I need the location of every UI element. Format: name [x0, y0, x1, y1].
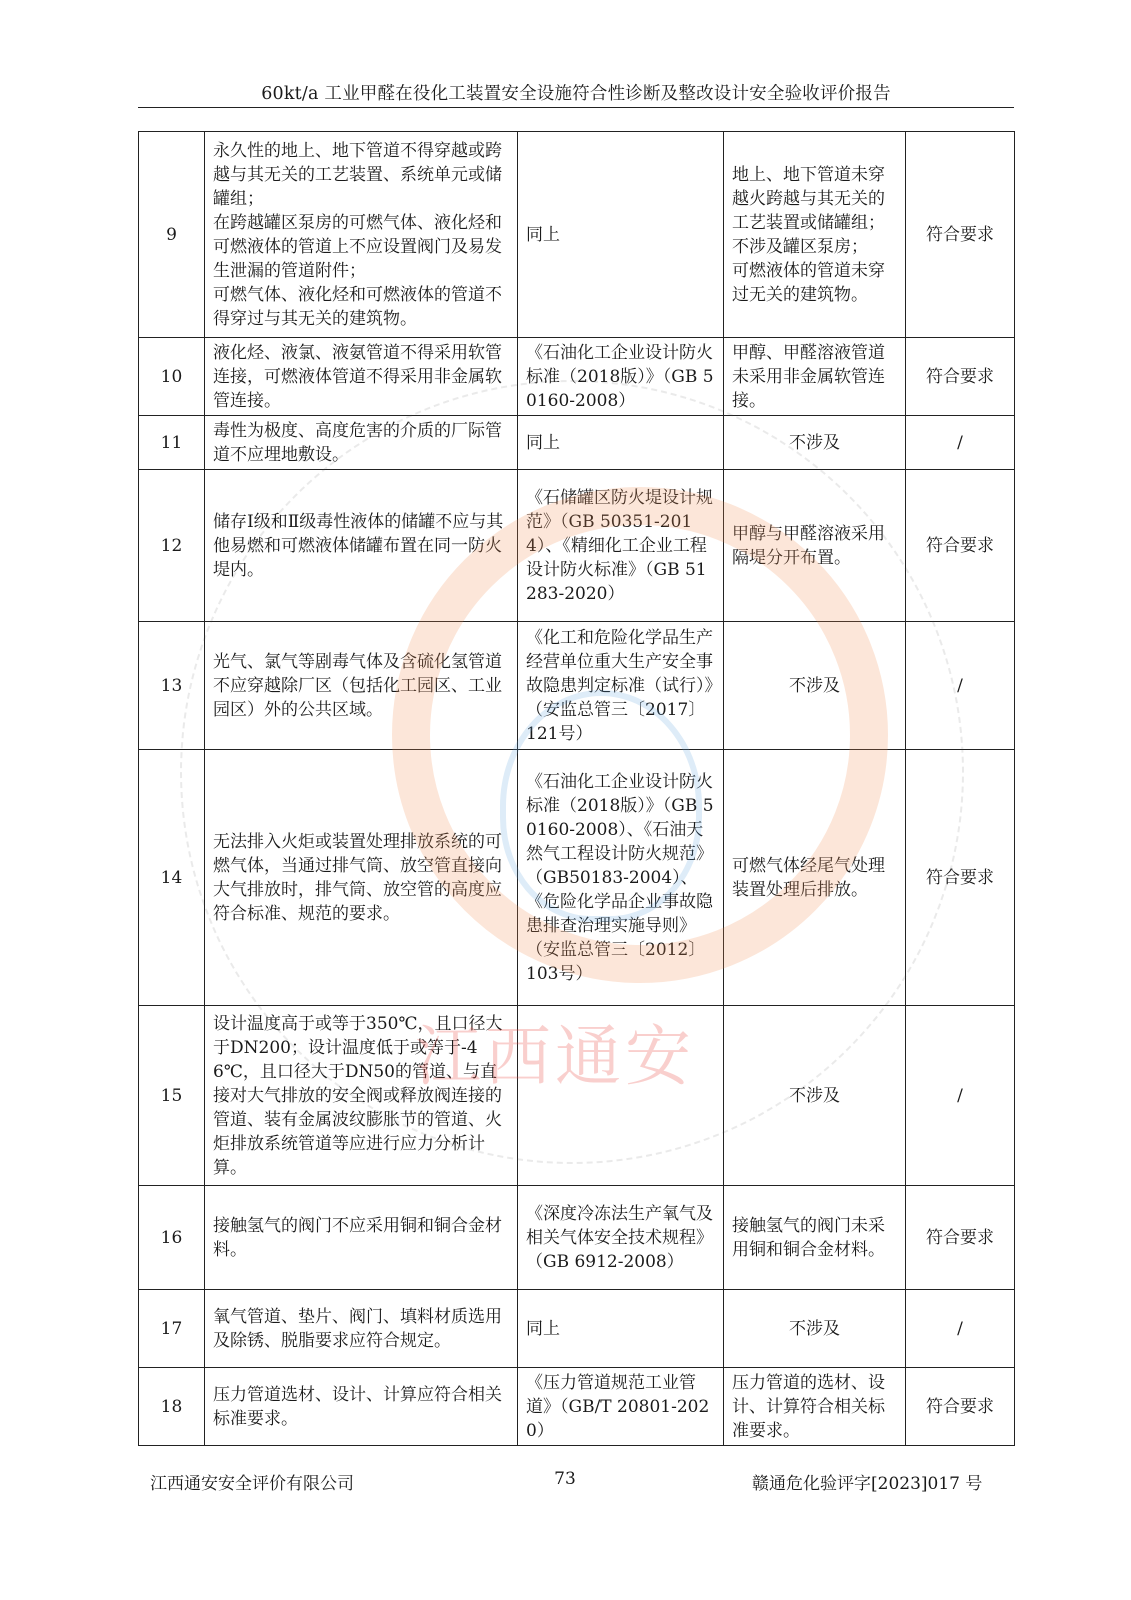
row-number: 13 — [139, 622, 205, 750]
result-cell: / — [906, 416, 1015, 470]
table-row — [139, 416, 1015, 470]
requirement-cell: 液化烃、液氯、液氨管道不得采用软管连接，可燃液体管道不得采用非金属软管连接。 — [205, 338, 518, 416]
situation-cell: 甲醇与甲醛溶液采用隔堤分开布置。 — [724, 470, 906, 622]
footer-company: 江西通安安全评价有限公司 — [150, 1474, 354, 1494]
result-cell: / — [906, 622, 1015, 750]
requirement-cell: 无法排入火炬或装置处理排放系统的可燃气体，当通过排气筒、放空管直接向大气排放时，排气筒、放空管的高度应符合标准、规范的要求。 — [205, 750, 518, 1006]
result-cell: 符合要求 — [906, 132, 1015, 338]
situation-cell: 甲醇、甲醛溶液管道未采用非金属软管连接。 — [724, 338, 906, 416]
footer-doc-number: 赣通危化验评字[2023]017 号 — [752, 1474, 983, 1494]
reference-cell: 《化工和危险化学品生产经营单位重大生产安全事故隐患判定标准（试行）》（安监总管三〔2017〕121号） — [518, 622, 724, 750]
requirement-cell: 压力管道选材、设计、计算应符合相关标准要求。 — [205, 1368, 518, 1446]
result-cell: 符合要求 — [906, 470, 1015, 622]
situation-cell: 压力管道的选材、设计、计算符合相关标准要求。 — [724, 1368, 906, 1446]
row-number: 15 — [139, 1006, 205, 1186]
table-row — [139, 132, 1015, 338]
result-cell: / — [906, 1006, 1015, 1186]
table-row — [139, 1290, 1015, 1368]
table-row — [139, 1368, 1015, 1446]
situation-cell: 接触氢气的阀门未采用铜和铜合金材料。 — [724, 1186, 906, 1290]
row-number: 10 — [139, 338, 205, 416]
reference-cell: 《石油化工企业设计防火标准（2018版）》（GB 50160-2008） — [518, 338, 724, 416]
situation-cell: 可燃气体经尾气处理装置处理后排放。 — [724, 750, 906, 1006]
footer-page-number: 73 — [554, 1469, 576, 1489]
situation-cell: 不涉及 — [724, 1290, 906, 1368]
table-row — [139, 1006, 1015, 1186]
requirement-cell: 设计温度高于或等于350℃，且口径大于DN200；设计温度低于或等于-46℃，且口径大于DN50的管道、与直接对大气排放的安全阀或释放阀连接的管道、装有金属波纹膨胀节的管道、火炬排放系统管道等应进行应力分析计算。 — [205, 1006, 518, 1186]
situation-cell: 不涉及 — [724, 1006, 906, 1186]
situation-cell: 不涉及 — [724, 416, 906, 470]
row-number: 16 — [139, 1186, 205, 1290]
requirement-cell: 光气、氯气等剧毒气体及含硫化氢管道不应穿越除厂区（包括化工园区、工业园区）外的公共区域。 — [205, 622, 518, 750]
reference-cell: 同上 — [518, 416, 724, 470]
result-cell: 符合要求 — [906, 750, 1015, 1006]
row-number: 9 — [139, 132, 205, 338]
watermark-text: 江西通安 — [415, 1018, 695, 1095]
reference-cell: 《深度冷冻法生产氧气及相关气体安全技术规程》（GB 6912-2008） — [518, 1186, 724, 1290]
result-cell: 符合要求 — [906, 1368, 1015, 1446]
requirement-cell: 毒性为极度、高度危害的介质的厂际管道不应埋地敷设。 — [205, 416, 518, 470]
reference-cell: 同上 — [518, 132, 724, 338]
requirement-cell: 接触氢气的阀门不应采用铜和铜合金材料。 — [205, 1186, 518, 1290]
table-row — [139, 750, 1015, 1006]
row-number: 12 — [139, 470, 205, 622]
table-row — [139, 470, 1015, 622]
situation-cell: 不涉及 — [724, 622, 906, 750]
requirement-cell: 氧气管道、垫片、阀门、填料材质选用及除锈、脱脂要求应符合规定。 — [205, 1290, 518, 1368]
row-number: 11 — [139, 416, 205, 470]
reference-cell: 《压力管道规范工业管道》（GB/T 20801-2020） — [518, 1368, 724, 1446]
requirement-cell: 永久性的地上、地下管道不得穿越或跨越与其无关的工艺装置、系统单元或储罐组； 在跨越罐区泵房的可燃气体、液化烃和可燃液体的管道上不应设置阀门及易发生泄漏的管道附件； 可燃气体、液化烃和可燃液体的管道不得穿过与其无关的建筑物。 — [205, 132, 518, 338]
table-row — [139, 1186, 1015, 1290]
table-row — [139, 622, 1015, 750]
header-rule — [138, 107, 1014, 108]
reference-cell: 《石储罐区防火堤设计规范》（GB 50351-2014）、《精细化工企业工程设计防火标准》（GB 51283-2020） — [518, 470, 724, 622]
reference-cell — [518, 1006, 724, 1186]
reference-cell: 同上 — [518, 1290, 724, 1368]
table-row — [139, 338, 1015, 416]
page-header-title: 60kt/a 工业甲醛在役化工装置安全设施符合性诊断及整改设计安全验收评价报告 — [261, 84, 891, 104]
result-cell: / — [906, 1290, 1015, 1368]
result-cell: 符合要求 — [906, 1186, 1015, 1290]
row-number: 17 — [139, 1290, 205, 1368]
row-number: 14 — [139, 750, 205, 1006]
reference-cell: 《石油化工企业设计防火标准（2018版）》（GB 50160-2008）、《石油天然气工程设计防火规范》（GB50183-2004）、《危险化学品企业事故隐患排查治理实施导则》（安监总管三〔2012〕103号） — [518, 750, 724, 1006]
row-number: 18 — [139, 1368, 205, 1446]
result-cell: 符合要求 — [906, 338, 1015, 416]
inspection-table — [138, 131, 1015, 1446]
situation-cell: 地上、地下管道未穿越火跨越与其无关的工艺装置或储罐组； 不涉及罐区泵房； 可燃液体的管道未穿过无关的建筑物。 — [724, 132, 906, 338]
requirement-cell: 储存Ⅰ级和Ⅱ级毒性液体的储罐不应与其他易燃和可燃液体储罐布置在同一防火堤内。 — [205, 470, 518, 622]
